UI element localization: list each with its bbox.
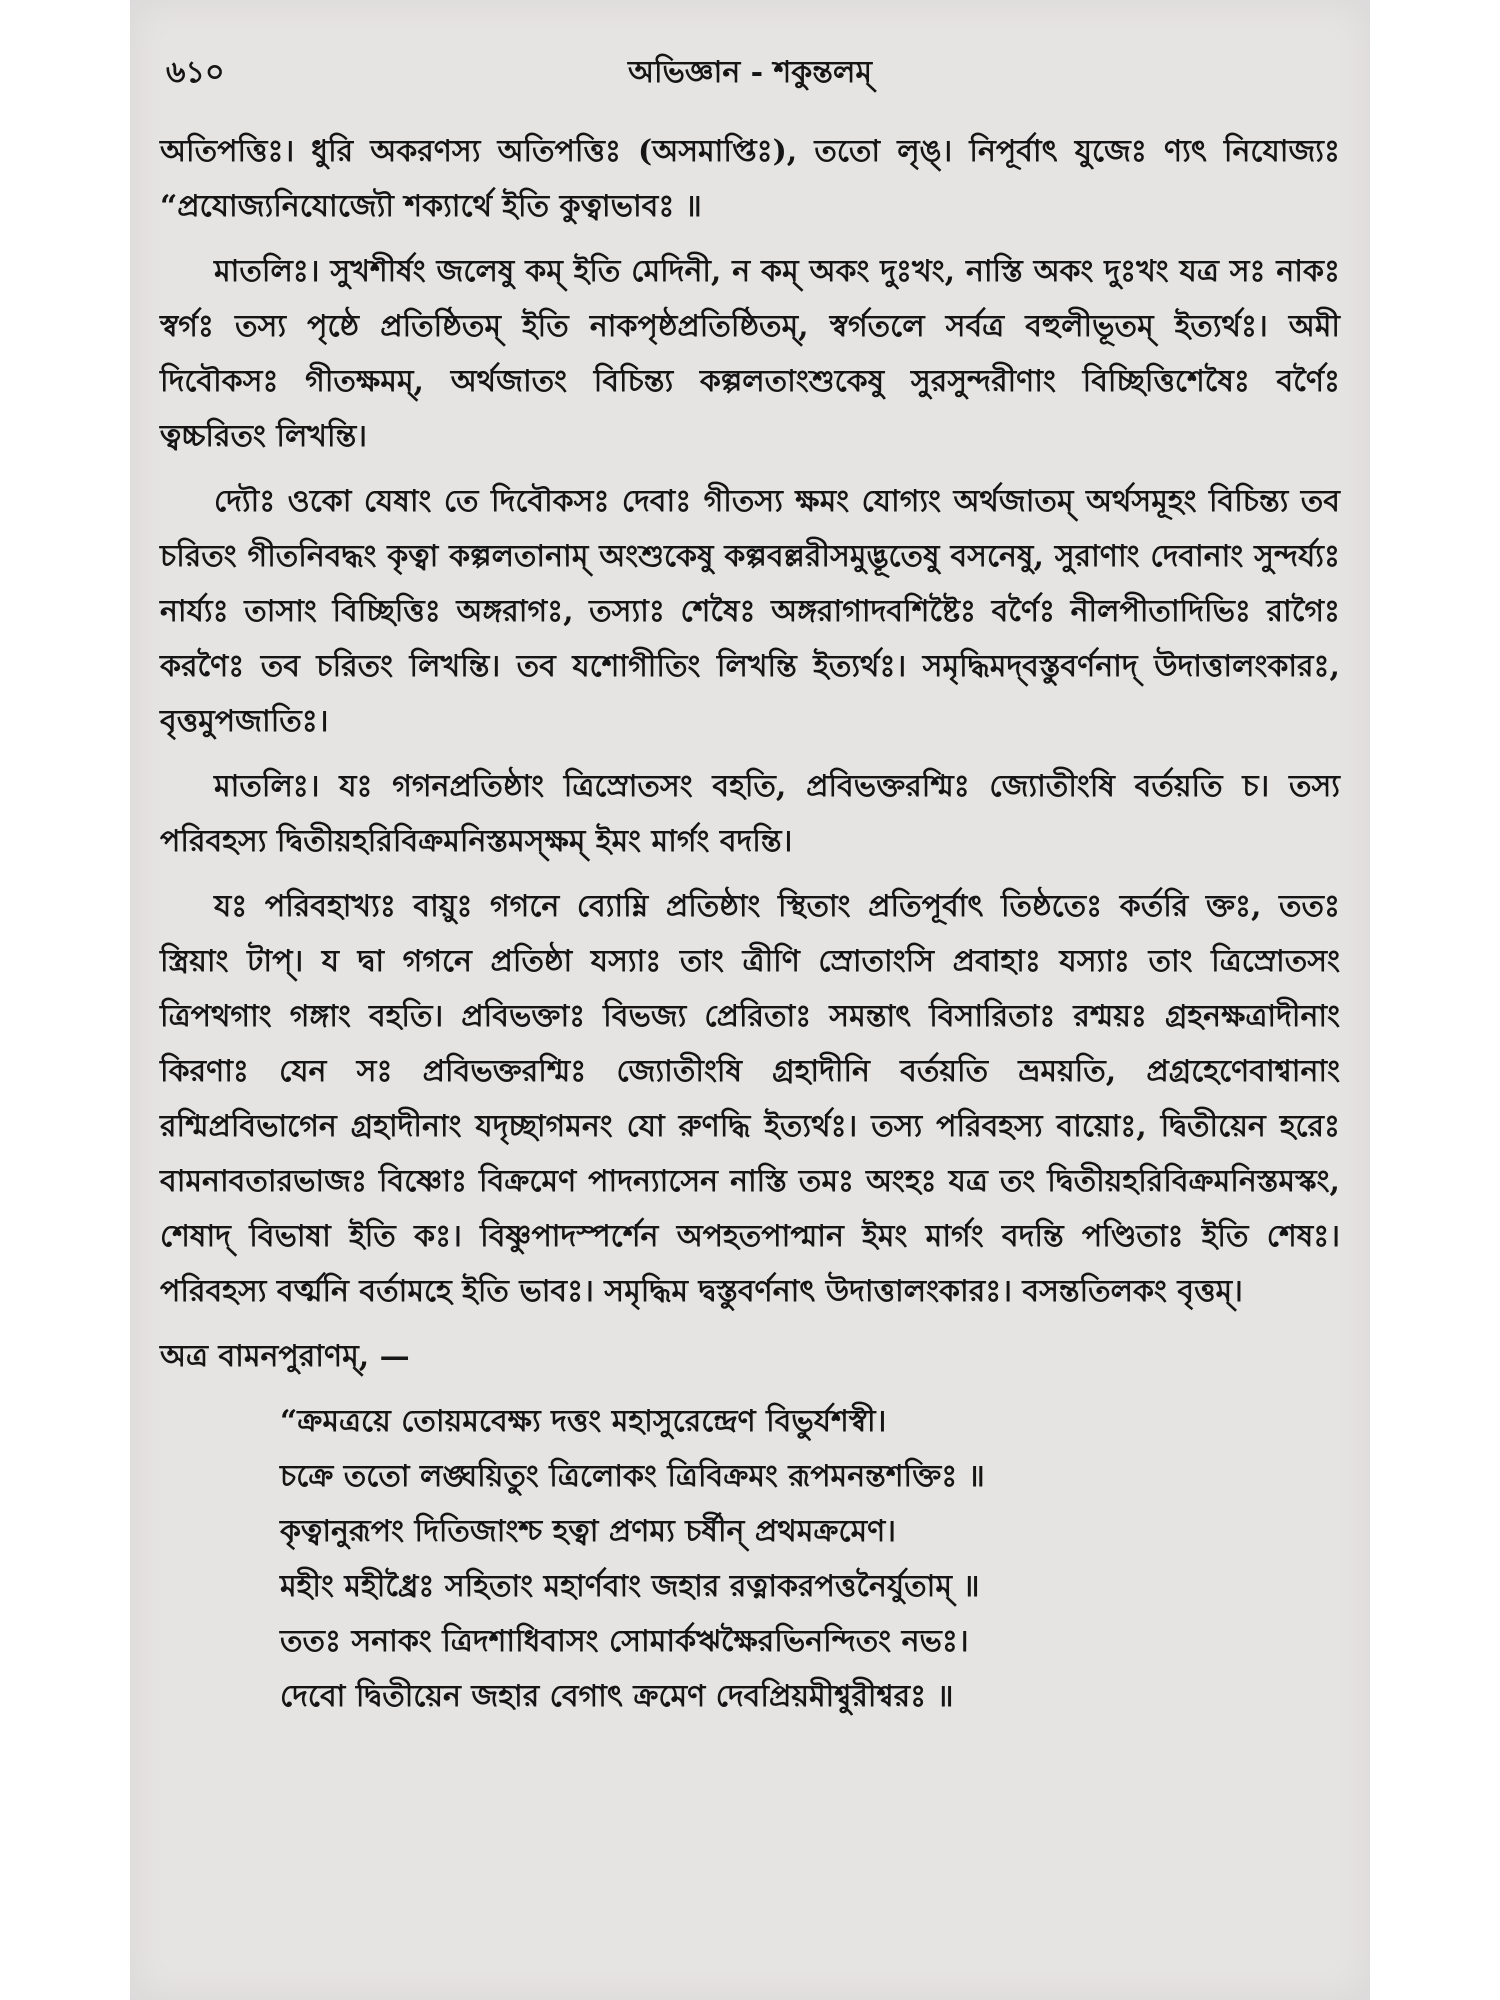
paragraph: অত্র বামনপুরাণম্, — bbox=[160, 1339, 410, 1374]
verse-line: চক্রে ততো লঙ্ঘয়িতুং ত্রিলোকং ত্রিবিক্রমং রূপমনন্তশক্তিঃ ॥ bbox=[280, 1459, 985, 1494]
running-title: অভিজ্ঞান - শকুন্তলম্ bbox=[627, 55, 872, 90]
book-page bbox=[130, 0, 1370, 2000]
paragraph: মাতলিঃ। যঃ গগনপ্রতিষ্ঠাং ত্রিস্রোতসং বহতি, প্রবিভক্তরশ্মিঃ জ্যোতীংষি বর্তয়তি চ। তস্য পরিবহস্য দ্বিতীয়হরিবিক্রমনিস্তমস্ক্ষম্ ইমং মার্গং বদন্তি। bbox=[160, 769, 1340, 859]
verse-line: “ক্রমত্রয়ে তোয়মবেক্ষ্য দত্তং মহাসুরেন্দ্রেণ বিভুর্যশস্বী। bbox=[280, 1404, 887, 1439]
verse-line: মহীং মহীধ্রৈঃ সহিতাং মহার্ণবাং জহার রত্নাকরপত্তনৈর্যুতাম্ ॥ bbox=[280, 1569, 980, 1604]
paragraph: দ্যৌঃ ওকো যেষাং তে দিবৌকসঃ দেবাঃ গীতস্য ক্ষমং যোগ্যং অর্থজাতম্ অর্থসমূহং বিচিন্ত্য তব চরিতং গীতনিবদ্ধং কৃত্বা কল্পলতানাম্ অংশুকেষু কল্পবল্লরীসমুদ্ভূতেষু বসনেষু, সুরাণাং দেবানাং সুন্দর্য্যঃ নার্য্যঃ তাসাং বিচ্ছিত্তিঃ অঙ্গরাগঃ, তস্যাঃ শেষৈঃ অঙ্গরাগাদবশিষ্টৈঃ বর্ণৈঃ নীলপীতাদিভিঃ রাগৈঃ করণৈঃ তব চরিতং লিখন্তি। তব যশোগীতিং লিখন্তি ইত্যর্থঃ। সমৃদ্ধিমদ্‌বস্তুবর্ণনাদ্ উদাত্তালংকারঃ, বৃত্তমুপজাতিঃ। bbox=[160, 484, 1340, 739]
body-text bbox=[160, 124, 1340, 1724]
page-header bbox=[130, 48, 1370, 98]
verse-line: দেবো দ্বিতীয়েন জহার বেগাৎ ক্রমেণ দেবপ্রিয়মীশ্বুরীশ্বরঃ ॥ bbox=[280, 1679, 954, 1714]
page-number: ৬১০ bbox=[166, 55, 225, 90]
paragraph: অতিপত্তিঃ। ধুরি অকরণস্য অতিপত্তিঃ (অসমাপ্তিঃ), ততো লৃঙ্। নিপূর্বাৎ যুজেঃ ণ্যৎ নিযোজ্যঃ “প্রযোজ্যনিযোজ্যৌ শক্যার্থে ইতি কুত্বাভাবঃ ॥ bbox=[160, 134, 1340, 224]
verse-line: ততঃ সনাকং ত্রিদশাধিবাসং সোমার্কঋক্ষৈরভিনন্দিতং নভঃ। bbox=[280, 1624, 969, 1659]
verse-block bbox=[160, 1394, 1340, 1724]
paragraph: মাতলিঃ। সুখশীর্ষং জলেষু কম্ ইতি মেদিনী, ন কম্ অকং দুঃখং, নাস্তি অকং দুঃখং যত্র সঃ নাকঃ স্বর্গঃ তস্য পৃষ্ঠে প্রতিষ্ঠিতম্ ইতি নাকপৃষ্ঠপ্রতিষ্ঠিতম্, স্বর্গতলে সর্বত্র বহুলীভূতম্ ইত্যর্থঃ। অমী দিবৌকসঃ গীতক্ষমম্, অর্থজাতং বিচিন্ত্য কল্পলতাংশুকেষু সুরসুন্দরীণাং বিচ্ছিত্তিশেষৈঃ বর্ণৈঃ ত্বচ্চরিতং লিখন্তি। bbox=[160, 254, 1340, 454]
paragraph: যঃ পরিবহাখ্যঃ বায়ুঃ গগনে ব্যোম্নি প্রতিষ্ঠাং স্থিতাং প্রতিপূর্বাৎ তিষ্ঠতেঃ কর্তরি ক্তঃ, ততঃ স্ত্রিয়াং টাপ্। য দ্বা গগনে প্রতিষ্ঠা যস্যাঃ তাং ত্রীণি স্রোতাংসি প্রবাহাঃ যস্যাঃ তাং ত্রিস্রোতসং ত্রিপথগাং গঙ্গাং বহতি। প্রবিভক্তাঃ বিভজ্য প্রেরিতাঃ সমন্তাৎ বিসারিতাঃ রশ্ময়ঃ গ্রহনক্ষত্রাদীনাং কিরণাঃ যেন সঃ প্রবিভক্তরশ্মিঃ জ্যোতীংষি গ্রহাদীনি বর্তয়তি ভ্রময়তি, প্রগ্রহেণেবাশ্বানাং রশ্মিপ্রবিভাগেন গ্রহাদীনাং যদৃচ্ছাগমনং যো রুণদ্ধি ইত্যর্থঃ। তস্য পরিবহস্য বায়োঃ, দ্বিতীয়েন হরেঃ বামনাবতারভাজঃ বিষ্ণোঃ বিক্রমেণ পাদন্যাসেন নাস্তি তমঃ অংহঃ যত্র তং দ্বিতীয়হরিবিক্রমনিস্তমস্কং, শেষাদ্ বিভাষা ইতি কঃ। বিষ্ণুপাদস্পর্শেন অপহতপাপ্মান ইমং মার্গং বদন্তি পণ্ডিতাঃ ইতি শেষঃ। পরিবহস্য বর্ত্মনি বর্তামহে ইতি ভাবঃ। সমৃদ্ধিম দ্বস্তুবর্ণনাৎ উদাত্তালংকারঃ। বসন্ততিলকং বৃত্তম্। bbox=[160, 889, 1340, 1309]
verse-line: কৃত্বানুরূপং দিতিজাংশ্চ হত্বা প্রণম্য চর্ষীন্ প্রথমক্রমেণ। bbox=[280, 1514, 897, 1549]
